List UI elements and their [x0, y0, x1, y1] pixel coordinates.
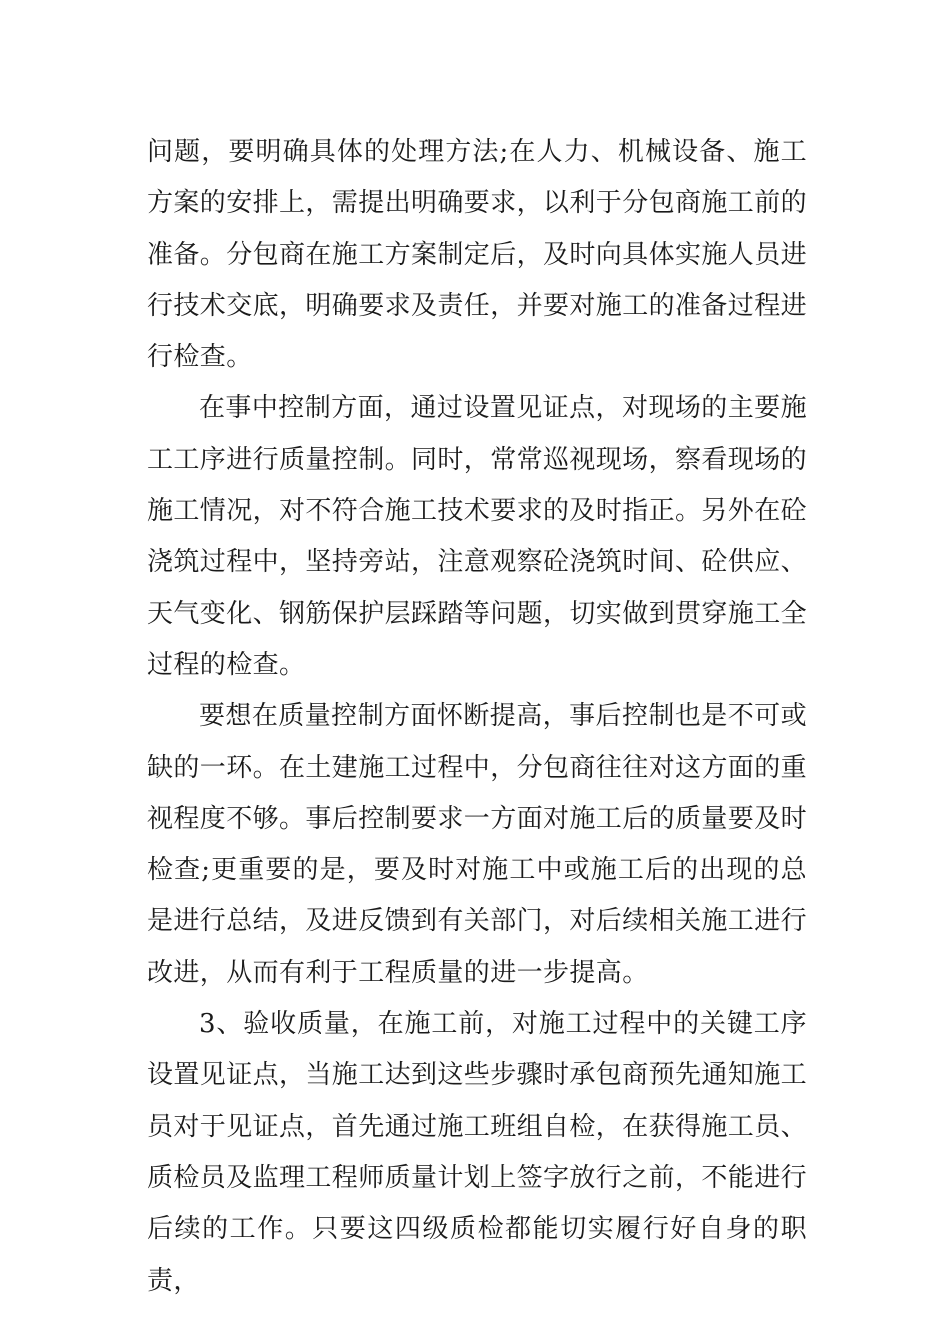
paragraph-acceptance-quality: 3、验收质量，在施工前，对施工过程中的关键工序设置见证点，当施工达到这些步骤时承包商预先通知施工员对于见证点，首先通过施工班组自检，在获得施工员、质检员及监理工程师质量计划上签字放行之前，不能进行后续的工作。只要这四级质检都能切实履行好自身的职责， — [147, 1009, 808, 1296]
paragraph-post-control: 要想在质量控制方面怀断提高，事后控制也是不可或缺的一环。在土建施工过程中，分包商往往对这方面的重视程度不够。事后控制要求一方面对施工后的质量要及时检查;更重要的是，要及时对施工中或施工后的出现的总是进行总结，及进反馈到有关部门，对后续相关施工进行改进，从而有利于工程质量的进一步提高。 — [147, 701, 808, 988]
paragraph-in-process-control: 在事中控制方面，通过设置见证点，对现场的主要施工工序进行质量控制。同时，常常巡视现场，察看现场的施工情况，对不符合施工技术要求的及时指正。另外在砼浇筑过程中，坚持旁站，注意观察砼浇筑时间、砼供应、天气变化、钢筋保护层踩踏等问题，切实做到贯穿施工全过程的检查。 — [147, 393, 808, 680]
paragraph-pre-control-continued: 问题，要明确具体的处理方法;在人力、机械设备、施工方案的安排上，需提出明确要求，以利于分包商施工前的准备。分包商在施工方案制定后，及时向具体实施人员进行技术交底，明确要求及责任，并要对施工的准备过程进行检查。 — [147, 137, 808, 373]
document-body — [147, 127, 807, 1307]
